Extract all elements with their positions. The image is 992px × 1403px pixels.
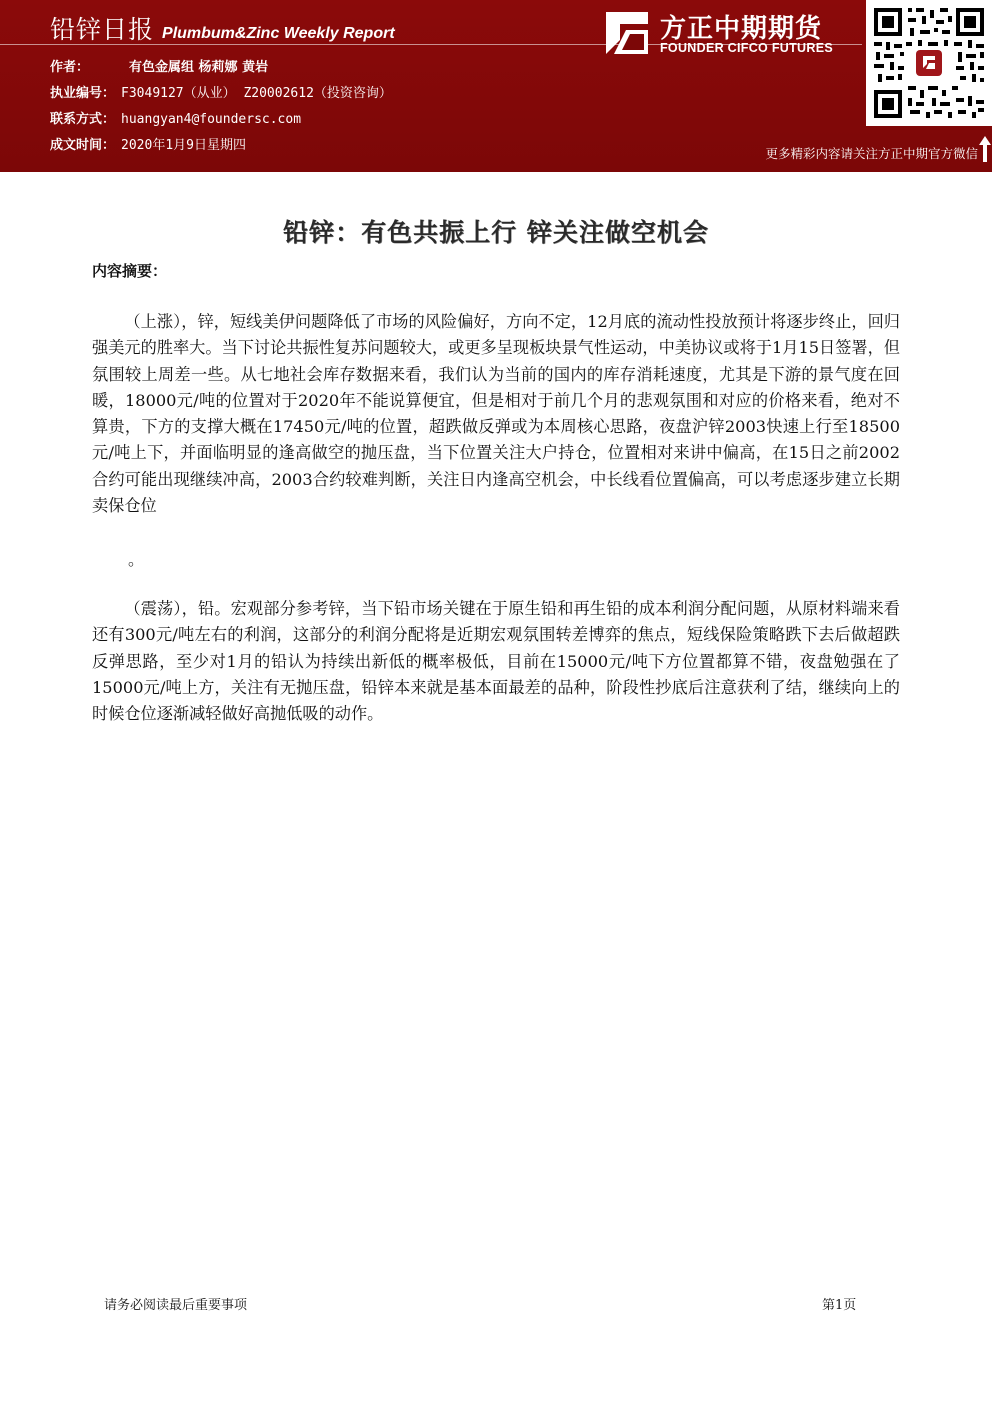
license-line — [50, 82, 392, 101]
contact-label: 联系方式： — [50, 112, 116, 127]
report-header — [0, 0, 992, 172]
license-value: F3049127（从业） Z20002612（投资咨询） — [121, 86, 392, 101]
report-title-row — [50, 10, 395, 46]
document-title: 铅锌：有色共振上行 锌关注做空机会 — [283, 218, 709, 247]
logo-name-cn: 方正中期期货 — [660, 14, 823, 44]
zinc-paragraph: （上涨），锌，短线美伊问题降低了市场的风险偏好，方向不定，12月底的流动性投放预计将逐步终止，回归强美元的胜率大。当下讨论共振性复苏问题较大，或更多呈现板块景气性运动，中美协议或将于1月15日签署，但氛围较上周差一些。从七地社会库存数据来看，我们认为当前的国内的库存消耗速度，尤其是下游的景气度在回暖，18000元/吨的位置对于2020年不能说算便宜，但是相对于前几个月的悲观氛围和对应的价格来看，绝对不算贵，下方的支撑大概在17450元/吨的位置，超跌做反弹或为本周核心思路，夜盘沪锌2003快速上行至18500元/吨上下，并面临明显的逢高做空的抛压盘，当下位置关注大户持仓，位置相对来讲中偏高，在15日之前2002合约可能出现继续冲高，2003合约较难判断，关注日内逢高空机会，中长线看位置偏高，可以考虑逐步建立长期卖保仓位 — [92, 312, 900, 516]
contact-email[interactable]: huangyan4@foundersc.com — [121, 112, 302, 127]
report-title-cn: 铅锌日报 — [50, 15, 155, 44]
author-label: 作者： — [50, 60, 90, 75]
author-line — [50, 56, 268, 75]
footer-notice: 请务必阅读最后重要事项 — [104, 1298, 248, 1313]
founder-logo-icon — [604, 10, 650, 56]
date-label: 成文时间： — [50, 138, 116, 153]
follow-wechat-text: 更多精彩内容请关注方正中期官方微信 — [765, 146, 978, 161]
license-label: 执业编号： — [50, 86, 116, 101]
date-value: 2020年1月9日星期四 — [121, 138, 246, 153]
company-logo — [604, 8, 859, 60]
zinc-paragraph-tail: 。 — [128, 550, 145, 569]
qr-code-icon — [872, 6, 986, 120]
up-arrow-icon — [978, 134, 992, 164]
lead-paragraph: （震荡），铅。宏观部分参考锌，当下铅市场关键在于原生铅和再生铅的成本利润分配问题，从原材料端来看还有300元/吨左右的利润，这部分的利润分配将是近期宏观氛围转差博弈的焦点，短线保险策略跌下去后做超跌反弹思路，至少对1月的铅认为持续出新低的概率极低，目前在15000元/吨下方位置都算不错，夜盘勉强在了15000元/吨上方，关注有无抛压盘，铅锌本来就是基本面最差的品种，阶段性抄底后注意获利了结，继续向上的时候仓位逐渐减轻做好高抛低吸的动作。 — [92, 599, 900, 724]
report-title-en: Plumbum&Zinc Weekly Report — [162, 25, 395, 42]
contact-line — [50, 108, 301, 127]
wechat-qr-code — [866, 0, 992, 126]
page-number: 第1页 — [822, 1298, 857, 1313]
author-value: 有色金属组 杨莉娜 黄岩 — [129, 60, 269, 75]
date-line — [50, 134, 246, 153]
summary-label: 内容摘要： — [92, 262, 168, 280]
logo-name-en: FOUNDER CIFCO FUTURES — [660, 41, 833, 55]
